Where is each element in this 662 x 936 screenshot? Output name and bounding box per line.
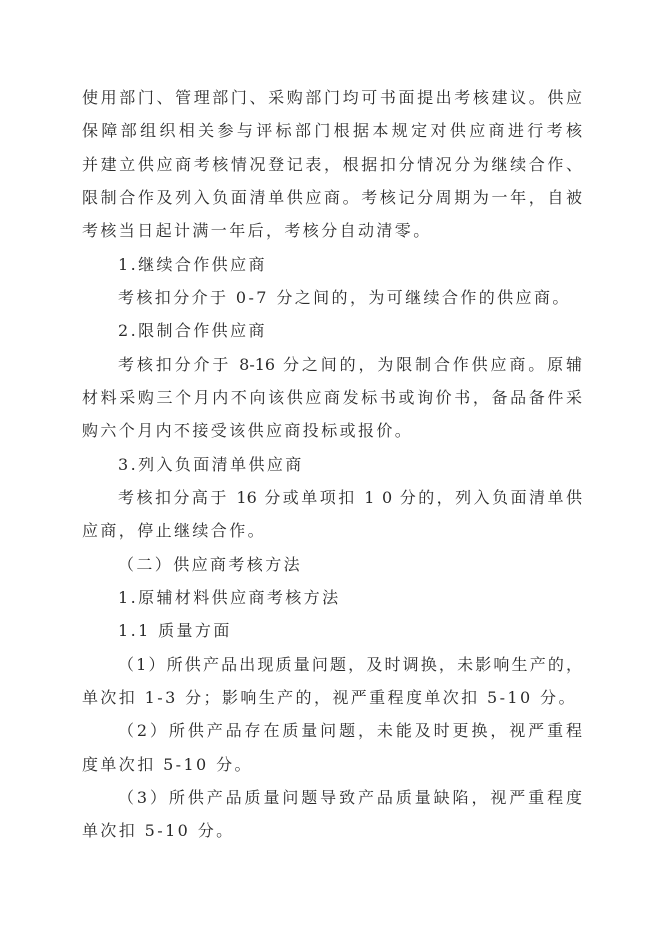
- paragraph-line: 考核扣分高于 16 分或单项扣 1 0 分的，列入负面清单供: [118, 488, 582, 507]
- paragraph-line: 限制合作及列入负面清单供应商。考核记分周期为一年，自被: [82, 188, 582, 207]
- paragraph-line: 保障部组织相关参与评标部门根据本规定对供应商进行考核: [82, 121, 582, 140]
- paragraph-line: （3）所供产品质量问题导致产品质量缺陷，视严重程度: [118, 788, 582, 807]
- paragraph-line: 使用部门、管理部门、采购部门均可书面提出考核建议。供应: [82, 88, 582, 107]
- paragraph-line: 材料采购三个月内不向该供应商发标书或询价书，备品备件采: [82, 388, 582, 407]
- section-heading: 2.限制合作供应商: [118, 321, 267, 340]
- paragraph-line: （2）所供产品存在质量问题，未能及时更换，视严重程: [118, 721, 582, 740]
- section-heading: 1.原辅材料供应商考核方法: [118, 588, 341, 607]
- paragraph-line: 单次扣 5-10 分。: [82, 821, 235, 840]
- paragraph-line: 单次扣 1-3 分；影响生产的，视严重程度单次扣 5-10 分。: [82, 688, 577, 707]
- paragraph-line: 考核当日起计满一年后，考核分自动清零。: [82, 221, 432, 240]
- paragraph-line: 应商，停止继续合作。: [82, 521, 267, 540]
- paragraph-line: 度单次扣 5-10 分。: [82, 755, 253, 774]
- paragraph-line: （1）所供产品出现质量问题，及时调换，未影响生产的，: [118, 655, 582, 674]
- paragraph-line: 购六个月内不接受该供应商投标或报价。: [82, 421, 414, 440]
- paragraph-line: 考核扣分介于 0-7 分之间的，为可继续合作的供应商。: [118, 288, 571, 307]
- paragraph-line: 考核扣分介于 8-16 分之间的，为限制合作供应商。原辅: [118, 355, 582, 374]
- section-heading: 3.列入负面清单供应商: [118, 455, 304, 474]
- paragraph-line: 并建立供应商考核情况登记表，根据扣分情况分为继续合作、: [82, 155, 582, 174]
- section-heading: 1.继续合作供应商: [118, 255, 267, 274]
- section-heading: （二）供应商考核方法: [118, 555, 303, 574]
- subsection-heading: 1.1 质量方面: [118, 621, 232, 640]
